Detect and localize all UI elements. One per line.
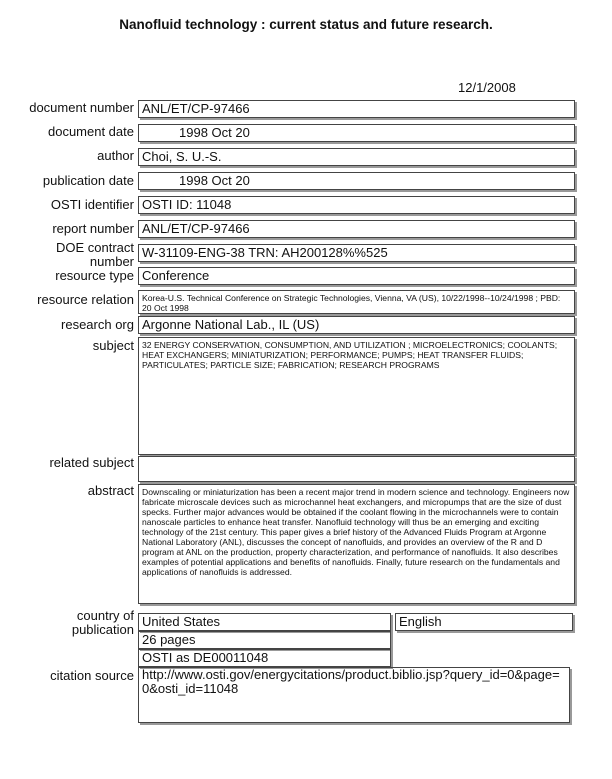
field-report-number: ANL/ET/CP-97466 — [138, 220, 575, 238]
label-related-subject: related subject — [49, 455, 134, 470]
field-document-date: 1998 Oct 20 — [138, 124, 575, 142]
field-abstract: Downscaling or miniaturization has been a recent major trend in modern science and technology. Engineers now fabricate microscale devices such as microchannel heat exchangers, and micropumps that are the size of dust specks. Further major advances would be obtained if the coolant flowing in the microchannels were to contain nanoscale particles to enhance heat transfer. Nanofluid technology will thus be an emerging and exciting technology of the 21st century. This paper gives a brief history of the Advanced Fluids Program at Argonne National Laboratory (ANL), discusses the concept of nanofluids, and provides an overview of the R and D program at ANL on the production, property characterization, and performance of nanofluids. It also describes examples of potential applications and benefits of nanofluids. Finally, future research on the fundamentals and applications of nanofluids is addressed. — [138, 484, 575, 604]
field-language: English — [395, 613, 573, 631]
label-report-number: report number — [52, 221, 134, 236]
field-resource-type: Conference — [138, 267, 575, 285]
label-publication-date: publication date — [42, 173, 134, 188]
label-doe-contract-line1: DOE contract — [55, 240, 134, 255]
field-related-subject — [138, 456, 575, 482]
label-country-line2: publication — [71, 622, 134, 637]
field-country-of-publication: United States — [138, 613, 391, 631]
field-doe-contract-number: W-31109-ENG-38 TRN: AH200128%%525 — [138, 244, 575, 262]
field-resource-relation: Korea-U.S. Technical Conference on Strategic Technologies, Vienna, VA (US), 10/22/1998--10/24/1998 ; PBD: 20 Oct 1998 — [138, 290, 575, 314]
label-citation-source: citation source — [50, 668, 134, 683]
label-resource-type: resource type — [55, 268, 134, 283]
field-availability: OSTI as DE00011048 — [138, 649, 391, 667]
label-document-number: document number — [29, 100, 134, 115]
label-doe-contract-line2: number — [89, 254, 134, 269]
field-document-number: ANL/ET/CP-97466 — [138, 100, 575, 118]
field-author: Choi, S. U.-S. — [138, 148, 575, 166]
field-osti-identifier: OSTI ID: 11048 — [138, 196, 575, 214]
label-osti-identifier: OSTI identifier — [50, 197, 134, 212]
label-research-org: research org — [61, 317, 134, 332]
field-research-org: Argonne National Lab., IL (US) — [138, 316, 575, 334]
print-date: 12/1/2008 — [458, 80, 516, 95]
label-document-date: document date — [47, 124, 134, 139]
field-citation-source[interactable]: http://www.osti.gov/energycitations/product.biblio.jsp?query_id=0&page=0&osti_id=11048 — [138, 667, 570, 723]
field-publication-date: 1998 Oct 20 — [138, 172, 575, 190]
label-author: author — [97, 148, 134, 163]
label-abstract: abstract — [87, 483, 134, 498]
label-resource-relation: resource relation — [37, 292, 134, 307]
label-country-line1: country of — [76, 608, 134, 623]
field-subject: 32 ENERGY CONSERVATION, CONSUMPTION, AND UTILIZATION ; MICROELECTRONICS; COOLANTS; HEAT EXCHANGERS; MINIATURIZATION; PERFORMANCE; PUMPS; HEAT TRANSFER FLUIDS; PARTICULATES; PARTICLE SIZE; FABRICATION; RESEARCH PROGRAMS — [138, 337, 575, 455]
label-subject: subject — [92, 338, 134, 353]
field-pages: 26 pages — [138, 631, 391, 649]
page-title: Nanofluid technology : current status and future research. — [119, 17, 493, 32]
